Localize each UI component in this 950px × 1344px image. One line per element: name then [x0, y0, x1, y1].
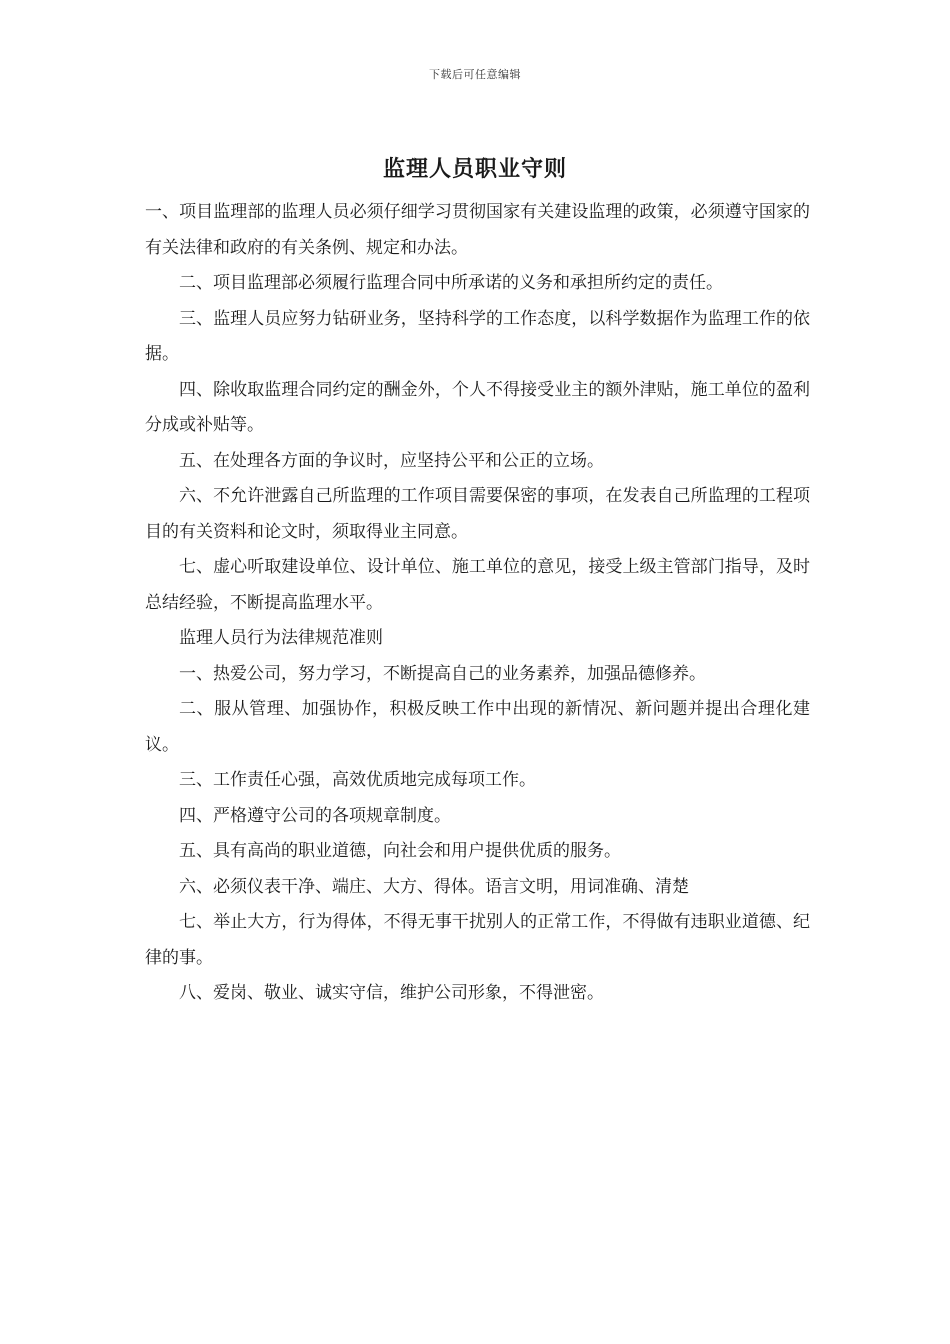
paragraph: 一、热爱公司，努力学习，不断提高自己的业务素养，加强品德修养。: [179, 663, 706, 684]
paragraph: 四、除收取监理合同约定的酬金外，个人不得接受业主的额外津贴，施工单位的盈利分成或补贴等。: [145, 379, 810, 435]
paragraph: 二、项目监理部必须履行监理合同中所承诺的义务和承担所约定的责任。: [179, 273, 723, 293]
paragraph: 七、举止大方，行为得体，不得无事干扰别人的正常工作，不得做有违职业道德、纪律的事。: [145, 912, 810, 968]
paragraph: 二、服从管理、加强协作，积极反映工作中出现的新情况、新问题并提出合理化建议。: [145, 699, 810, 755]
page-title: 监理人员职业守则: [382, 156, 567, 182]
paragraph: 四、严格遵守公司的各项规章制度。: [179, 805, 451, 826]
paragraph: 三、工作责任心强，高效优质地完成每项工作。: [179, 770, 536, 790]
header-note: 下载后可任意编辑: [429, 68, 521, 81]
paragraph: 三、监理人员应努力钻研业务，坚持科学的工作态度，以科学数据作为监理工作的依据。: [145, 308, 810, 364]
paragraph: 一、项目监理部的监理人员必须仔细学习贯彻国家有关建设监理的政策，必须遵守国家的有关法律和政府的有关条例、规定和办法。: [145, 202, 810, 258]
document-body: [145, 195, 810, 1012]
paragraph: 五、在处理各方面的争议时，应坚持公平和公正的立场。: [179, 450, 604, 471]
paragraph: 六、必须仪表干净、端庄、大方、得体。语言文明，用词准确、清楚: [179, 876, 689, 897]
paragraph: 八、爱岗、敬业、诚实守信，维护公司形象，不得泄密。: [179, 983, 604, 1003]
section-heading: 监理人员行为法律规范准则: [179, 628, 383, 648]
paragraph: 七、虚心听取建设单位、设计单位、施工单位的意见，接受上级主管部门指导，及时总结经验，不断提高监理水平。: [145, 557, 810, 613]
paragraph: 六、不允许泄露自己所监理的工作项目需要保密的事项，在发表自己所监理的工程项目的有关资料和论文时，须取得业主同意。: [145, 486, 810, 542]
paragraph: 五、具有高尚的职业道德，向社会和用户提供优质的服务。: [179, 841, 621, 861]
